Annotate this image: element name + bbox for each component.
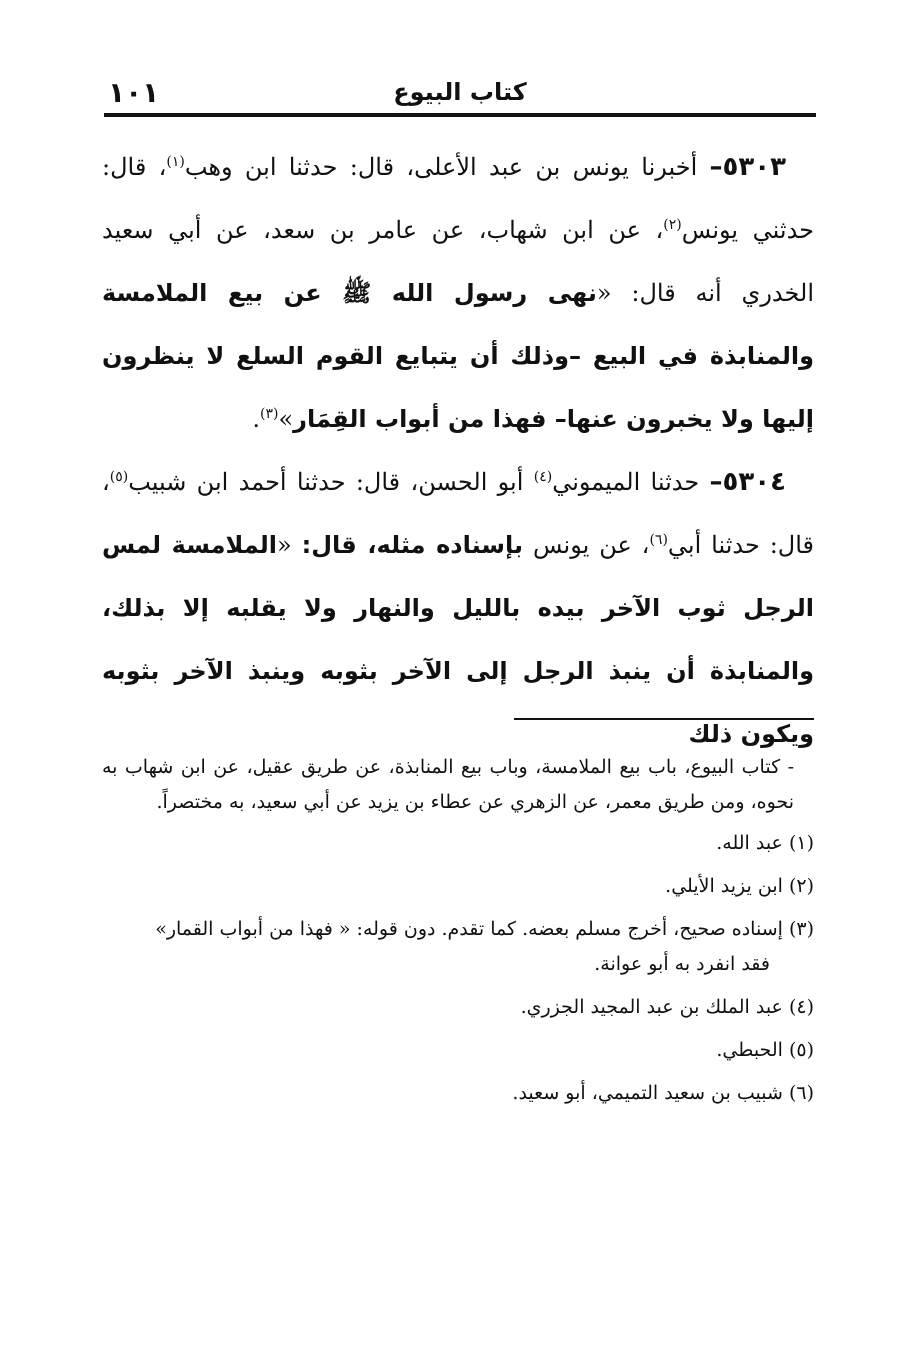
header-rule: [104, 113, 816, 116]
footnote-marker: (٦): [788, 1082, 814, 1104]
hadith-text: حدثنا الميموني: [552, 468, 710, 496]
continuation-mark: -: [787, 756, 794, 778]
footnotes: [102, 750, 814, 1119]
hadith-text: «: [277, 531, 302, 559]
footnote-ref: (٤): [533, 469, 553, 485]
footnote-marker: (٥): [788, 1039, 814, 1061]
chapter-title: كتاب البيوع: [393, 78, 527, 106]
footnote-continuation: [102, 750, 814, 820]
footnote-marker: (١): [788, 832, 814, 854]
hadith-text: »: [278, 405, 294, 433]
hadith-text: أخبرنا يونس بن عبد الأعلى، قال: حدثنا ابن وهب: [184, 153, 710, 181]
footnote-marker: (٣): [788, 918, 814, 940]
footnote-2: [102, 869, 814, 904]
footnote-text: الحبطي.: [716, 1039, 789, 1061]
hadith-text: أبو الحسن، قال: حدثنا أحمد ابن شبيب: [128, 468, 534, 496]
hadith-text: ، عن ابن شهاب، عن عامر بن سعد، عن أبي سعيد الخدري أنه قال: «: [102, 216, 814, 307]
hadith-number: ٥٣٠٣–: [709, 152, 787, 182]
hadith-text: ، قال: حدثنا أبي: [102, 468, 815, 559]
hadith-matn: الملامسة لمس الرجل ثوب الآخر بيده بالليل والنهار ولا يقلبه إلا بذلك، والمنابذة أن ينبذ الرجل إلى الآخر بثوبه وينبذ الآخر بثوبه ويكون ذلك: [102, 531, 814, 748]
footnote-ref: (١): [166, 154, 185, 170]
footnote-3-continuation: فقد انفرد به أبو عوانة.: [594, 953, 770, 975]
footnote-ref: (٥): [109, 469, 129, 485]
footnote-6: [102, 1076, 814, 1111]
footnote-text: إسناده صحيح، أخرج مسلم بعضه. كما تقدم. دون قوله: « فهذا من أبواب القمار»: [155, 918, 789, 940]
footnote-marker: (٤): [788, 996, 814, 1018]
footnote-ref: (٣): [260, 406, 279, 422]
hadith-text: .: [252, 405, 261, 433]
footnote-5: [102, 1033, 814, 1068]
hadith-isnad-note: بإسناده مثله، قال:: [301, 531, 524, 559]
footnote-text: كتاب البيوع، باب بيع الملامسة، وباب بيع المنابذة، عن طريق عقيل، عن ابن شهاب به نحوه، ومن طريق معمر، عن الزهري عن عطاء بن يزيد عن أبي سعيد، به مختصراً.: [102, 756, 794, 813]
page-number: ١٠١: [108, 76, 160, 109]
footnote-1: [102, 826, 814, 861]
footnote-ref: (٢): [663, 217, 682, 233]
hadith-matn: نهى رسول الله ﷺ عن بيع الملامسة والمنابذة في البيع –وذلك أن يتبايع القوم السلع لا ينظرون إليها ولا يخبرون عنها– فهذا من أبواب القِمَار: [102, 279, 814, 433]
footnote-text: ابن يزيد الأيلي.: [665, 875, 789, 897]
footnote-ref: (٦): [649, 532, 668, 548]
footnote-text: عبد الله.: [716, 832, 789, 854]
footnote-marker: (٢): [788, 875, 814, 897]
footnote-3: [102, 912, 814, 947]
footnote-4: [102, 990, 814, 1025]
page-header: [104, 72, 816, 116]
footnote-separator: [514, 718, 814, 720]
footnote-text: عبد الملك بن عبد المجيد الجزري.: [520, 996, 789, 1018]
main-text: [102, 136, 814, 766]
hadith-number: ٥٣٠٤–: [709, 467, 786, 497]
footnote-text: شبيب بن سعيد التميمي، أبو سعيد.: [512, 1082, 789, 1104]
hadith-text: ، قال: حدثني يونس: [102, 153, 815, 244]
hadith-5303: [102, 136, 814, 451]
hadith-text: ، عن يونس: [523, 531, 650, 559]
